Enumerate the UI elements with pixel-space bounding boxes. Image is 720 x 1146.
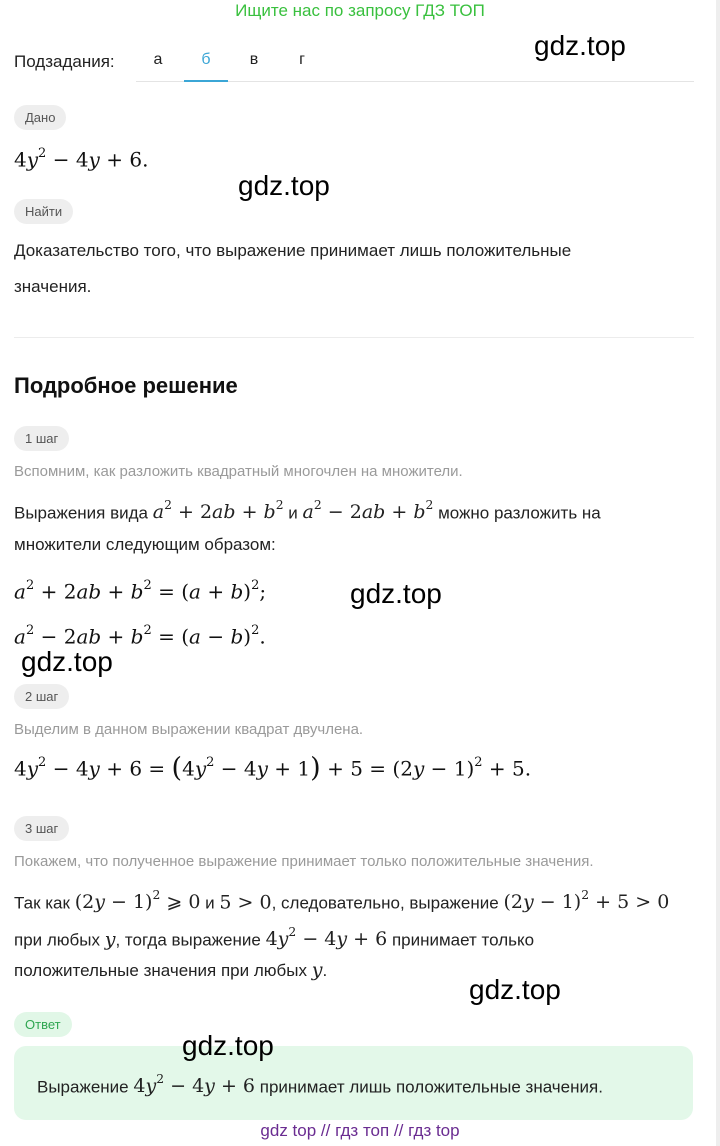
step2-tag: 2 шаг [14,684,69,709]
answer-tag: Ответ [14,1012,72,1037]
step3-t7: положительные значения при любых [14,961,307,980]
step3-t1: Так как [14,893,70,913]
step3-t2: и [205,893,215,913]
given-tag: Дано [14,105,66,130]
given-expression: $4y^2 - 4y + 6$. [14,146,149,172]
watermark-5: gdz.top [469,974,561,1005]
watermark-2: gdz.top [238,170,330,201]
section-divider [14,337,694,338]
tab-v[interactable]: в [249,51,259,68]
watermark-4: gdz.top [21,646,113,677]
step3-line1 [14,885,669,915]
step3-hint: Покажем, что полученное выражение принимает только положительные значения. [14,853,594,870]
step3-t5: , тогда выражение [115,930,261,950]
tab-a[interactable]: а [153,51,163,68]
step1-text-a: Выражения вида [14,503,149,523]
find-tag: Найти [14,199,73,224]
step3-t8: . [322,961,328,980]
answer-box [14,1046,693,1120]
answer-formula: $4y^2 - 4y + 6$ [133,1072,256,1098]
scrollbar-track[interactable] [716,0,720,1146]
footer-links[interactable]: gdz top // гдз топ // гдз top [260,1121,460,1140]
tab-g[interactable]: г [299,51,305,68]
identity-diff: $a^2 - 2ab + b^2 = (a - b)^2$. [14,623,266,649]
var-y-2: y [311,959,323,981]
step3-tag: 3 шаг [14,816,69,841]
var-y: y [104,928,116,951]
formula-sum-square: $a^2 + 2ab + b^2$ [152,498,284,524]
formula-five-positive: 5 > 0 [219,891,272,914]
find-text-line1: Доказательство того, что выражение принимает лишь положительные [14,241,572,260]
find-text-line2: значения. [14,277,92,296]
identity-sum: $a^2 + 2ab + b^2 = (a + b)^2$; [14,578,267,604]
step3-t6: принимает только [391,930,535,950]
subtasks-label: Подзадания: [14,52,115,71]
watermark-6: gdz.top [182,1030,274,1061]
step2-hint: Выделим в данном выражении квадрат двучлена. [14,721,364,738]
tab-b[interactable]: б [184,44,228,82]
step1-tag: 1 шаг [14,426,69,451]
step3-t4: при любых [14,930,101,950]
solution-title: Подробное решение [14,373,238,398]
step1-hint: Вспомним, как разложить квадратный многочлен на множители. [14,463,463,480]
formula-diff-square: $a^2 - 2ab + b^2$ [302,498,434,524]
answer-t2: принимает лишь положительные значения. [259,1077,603,1097]
search-banner: Ищите нас по запросу ГДЗ ТОП [235,1,485,20]
step1-text-b: можно разложить на [438,503,601,523]
answer-text [37,1074,603,1097]
formula-square-nonneg: $(2y - 1)^2$ ⩾ 0 [74,888,201,914]
watermark-3: gdz.top [350,578,442,609]
step1-text-and: и [288,503,298,523]
answer-t1: Выражение [37,1077,129,1097]
step3-t3: , следовательно, выражение [271,893,499,913]
watermark-1: gdz.top [534,30,626,61]
step1-text [14,495,601,525]
step1-text-line2: множители следующим образом: [14,535,276,554]
formula-sum-positive: $(2y - 1)^2 + 5 > 0$ [503,888,670,914]
step3-line2 [14,922,534,952]
formula-original: $4y^2 - 4y + 6$ [265,925,388,951]
step3-line3 [14,958,327,983]
step2-expression: $4y^2 - 4y + 6 = (4y^2 - 4y + 1) + 5 = (2y - 1)^2 + 5$. [14,752,532,784]
